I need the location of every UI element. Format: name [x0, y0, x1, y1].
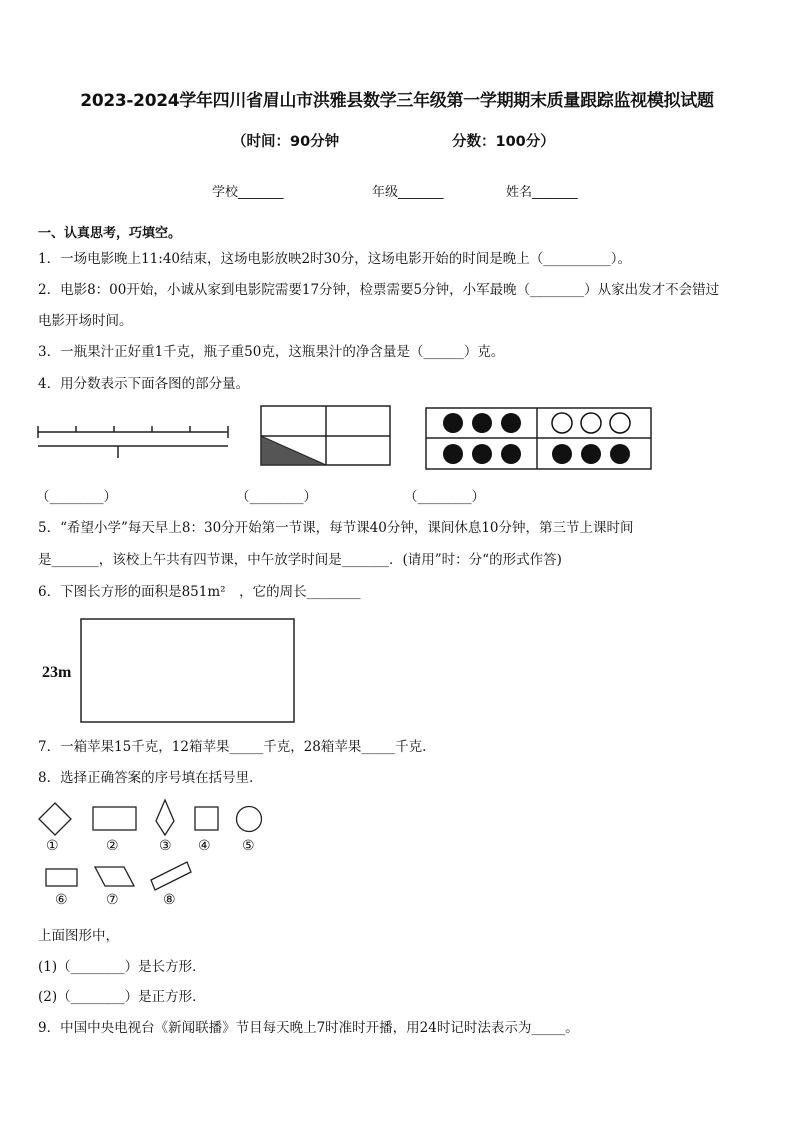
q4-blank-1[interactable]: （________） [36, 489, 117, 505]
exam-time: （时间：90分钟 [232, 134, 340, 150]
shape-label-1: ① [46, 838, 59, 854]
q4-blank-2[interactable]: （________） [236, 489, 317, 505]
shape-label-4: ④ [198, 838, 211, 854]
question-8-intro: 上面图形中， [38, 928, 119, 944]
shape-label-3: ③ [159, 838, 172, 854]
question-9: 9．中国中央电视台《新闻联播》节目每天晚上7时准时开播，用24时记时法表示为_____。 [38, 1020, 579, 1036]
section-heading: 一、认真思考，巧填空。 [38, 226, 182, 241]
shape-8-tilted-rectangle [150, 860, 192, 892]
question-8-part-2: (2)（________）是正方形． [38, 989, 206, 1005]
question-8-part-1: (1)（________）是长方形． [38, 959, 206, 975]
rectangle-grid-figure [260, 405, 392, 467]
shape-7-parallelogram [94, 866, 136, 888]
shape-2-rectangle [92, 806, 138, 832]
question-3: 3．一瓶果汁正好重1千克，瓶子重50克，这瓶果汁的净含量是（______）克。 [38, 344, 505, 360]
grade-field[interactable]: 年级_______ [372, 185, 444, 200]
q6-rectangle [80, 618, 296, 724]
name-field[interactable]: 姓名_______ [506, 185, 578, 200]
shape-4-square [194, 806, 220, 832]
question-2-line2: 电影开场时间。 [38, 313, 133, 329]
shape-label-2: ② [106, 838, 119, 854]
question-8: 8．选择正确答案的序号填在括号里． [38, 770, 263, 786]
shape-label-6: ⑥ [55, 892, 68, 908]
shape-5-circle [235, 805, 265, 835]
shape-3-kite [155, 799, 177, 837]
question-5-line1: 5．“希望小学”每天早上8：30分开始第一节课，每节课40分钟，课间休息10分钟，第三节上课时间 [38, 520, 634, 536]
page-title: 2023-2024学年四川省眉山市洪雅县数学三年级第一学期期末质量跟踪监视模拟试题 [80, 91, 714, 111]
question-6: 6．下图长方形的面积是851m² ，它的周长________ [38, 584, 361, 600]
exam-score: 分数：100分） [452, 134, 555, 150]
q6-side-label: 23m [42, 664, 72, 681]
shape-label-5: ⑤ [242, 838, 255, 854]
segment-line-figure [36, 424, 236, 464]
school-field[interactable]: 学校_______ [212, 185, 284, 200]
question-2-line1: 2．电影8：00开始，小诚从家到电影院需要17分钟，检票需要5分钟，小军最晚（________）从家出发才不会错过 [38, 282, 720, 298]
circles-grid-figure [425, 407, 653, 471]
shape-1-diamond [38, 802, 74, 836]
question-4: 4．用分数表示下面各图的部分量。 [38, 376, 250, 392]
question-5-line2: 是_______，该校上午共有四节课，中午放学时间是_______．(请用”时：分“的形式作答) [38, 552, 562, 568]
question-7: 7．一箱苹果15千克，12箱苹果_____千克，28箱苹果_____千克. [38, 739, 427, 755]
shape-label-7: ⑦ [106, 892, 119, 908]
q4-blank-3[interactable]: （________） [404, 489, 485, 505]
shape-6-rectangle [45, 868, 79, 888]
shape-label-8: ⑧ [163, 892, 176, 908]
question-1: 1．一场电影晚上11:40结束，这场电影放映2时30分，这场电影开始的时间是晚上（__________）。 [38, 251, 632, 267]
